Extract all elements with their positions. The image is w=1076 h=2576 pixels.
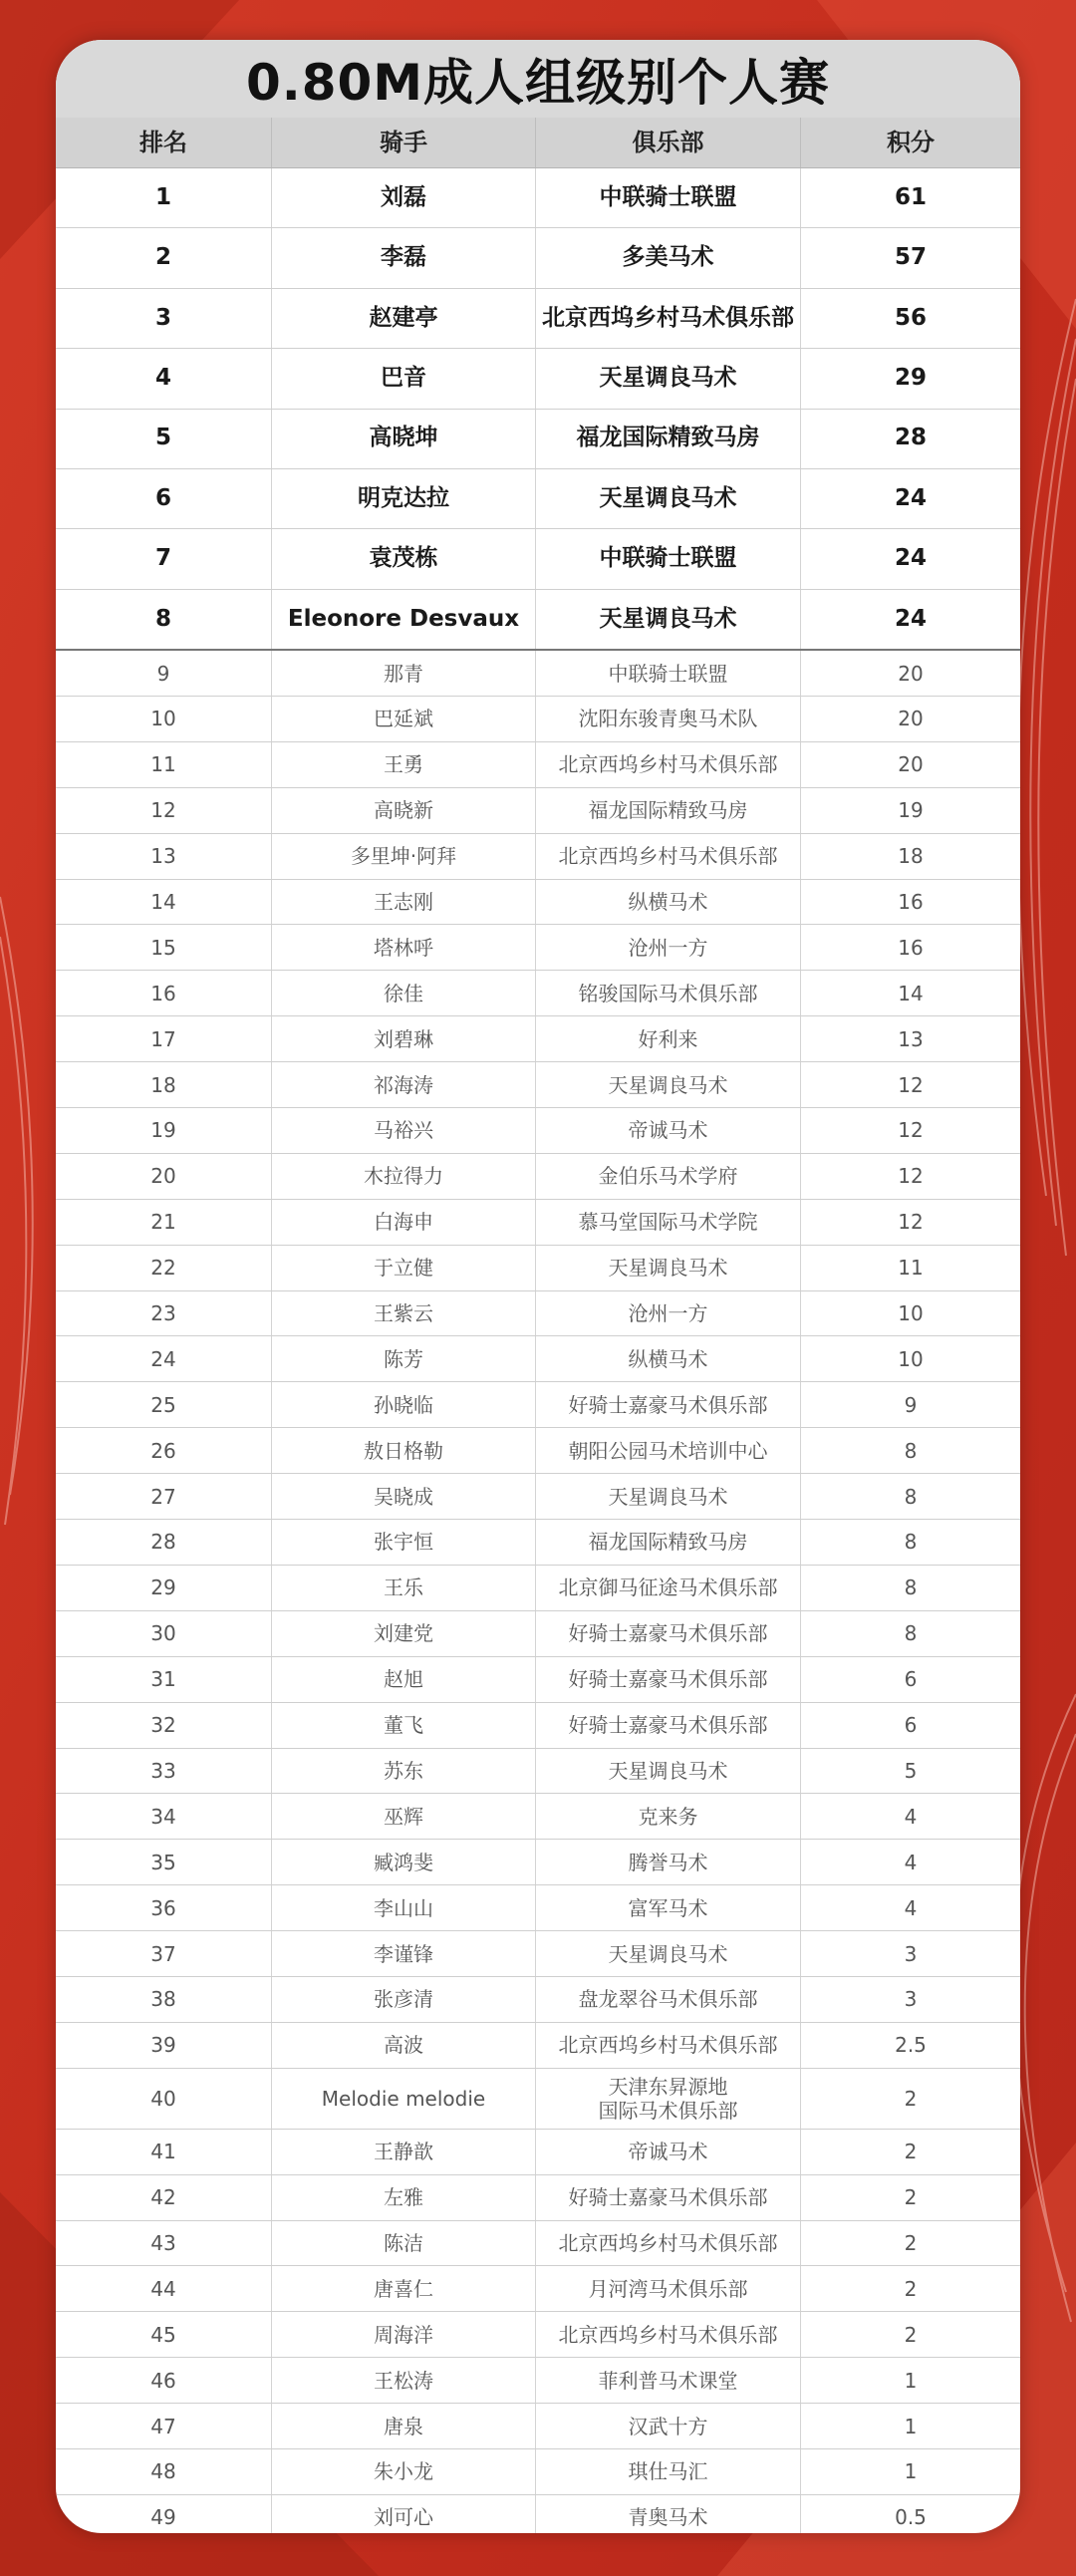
rider-cell: 朱小龙	[272, 2449, 536, 2494]
table-row	[56, 529, 1020, 589]
score-cell: 9	[904, 1392, 918, 1417]
rider-cell: 敖日格勒	[272, 1428, 536, 1473]
table-row	[56, 469, 1020, 529]
club-cell: 天星调良马术	[536, 1246, 801, 1290]
rider-cell: 李山山	[272, 1885, 536, 1930]
rider-cell: 高晓坤	[272, 410, 536, 468]
score-cell: 11	[898, 1256, 924, 1281]
table-row	[56, 1474, 1020, 1520]
rank-cell: 39	[56, 2023, 272, 2068]
table-row	[56, 228, 1020, 288]
score-cell: 56	[894, 304, 927, 331]
table-row	[56, 1154, 1020, 1200]
score-cell: 57	[894, 244, 927, 271]
table-row	[56, 1657, 1020, 1703]
score-cell: 8	[904, 1438, 918, 1463]
rider-cell: 唐喜仁	[272, 2266, 536, 2311]
club-cell: 青奥马术	[536, 2495, 801, 2533]
score-cell: 4	[904, 1895, 918, 1920]
score-cell: 24	[894, 605, 927, 632]
rider-cell: 张彦清	[272, 1977, 536, 2022]
table-row	[56, 880, 1020, 926]
rank-cell: 40	[56, 2069, 272, 2129]
club-cell: 纵横马术	[536, 880, 801, 925]
rank-cell: 25	[56, 1382, 272, 1427]
rider-cell: 王静歆	[272, 2130, 536, 2174]
score-cell: 4	[904, 1804, 918, 1829]
rank-cell: 12	[56, 788, 272, 833]
rider-cell: 王勇	[272, 742, 536, 787]
club-cell: 帝诚马术	[536, 1108, 801, 1153]
score-cell: 20	[898, 661, 924, 686]
score-cell: 6	[904, 1667, 918, 1692]
rider-cell: 明克达拉	[272, 469, 536, 528]
table-row	[56, 1016, 1020, 1062]
table-row	[56, 1840, 1020, 1885]
club-cell: 沧州一方	[536, 925, 801, 970]
header-rank: 排名	[56, 118, 272, 167]
score-cell: 2	[904, 2140, 918, 2164]
rank-cell: 11	[56, 742, 272, 787]
header-rider: 骑手	[272, 118, 536, 167]
score-cell: 1	[904, 2368, 918, 2393]
rider-cell: 周海洋	[272, 2312, 536, 2357]
rider-cell: 巴延斌	[272, 697, 536, 741]
rank-cell: 44	[56, 2266, 272, 2311]
rank-cell: 42	[56, 2175, 272, 2220]
club-cell: 福龙国际精致马房	[536, 1520, 801, 1565]
rank-cell: 7	[56, 529, 272, 588]
club-cell: 北京西坞乡村马术俱乐部	[536, 2221, 801, 2266]
club-cell: 天星调良马术	[536, 1062, 801, 1107]
club-cell: 盘龙翠谷马术俱乐部	[536, 1977, 801, 2022]
rank-cell: 9	[56, 651, 272, 696]
table-row	[56, 1794, 1020, 1840]
club-cell: 沧州一方	[536, 1291, 801, 1336]
header-score: 积分	[887, 128, 935, 156]
rank-cell: 43	[56, 2221, 272, 2266]
rider-cell: 孙晓临	[272, 1382, 536, 1427]
rank-cell: 21	[56, 1200, 272, 1245]
score-cell: 29	[894, 365, 927, 392]
rank-cell: 2	[56, 228, 272, 287]
table-row	[56, 651, 1020, 697]
rider-cell: 刘碧琳	[272, 1016, 536, 1061]
club-cell: 福龙国际精致马房	[536, 410, 801, 468]
score-cell: 18	[898, 844, 924, 869]
rider-cell: 王松涛	[272, 2358, 536, 2403]
table-row	[56, 1062, 1020, 1108]
rank-cell: 8	[56, 590, 272, 649]
score-cell: 4	[904, 1850, 918, 1874]
rider-cell: Melodie melodie	[272, 2069, 536, 2129]
score-cell: 2	[904, 2276, 918, 2301]
score-cell: 19	[898, 798, 924, 823]
rank-cell: 13	[56, 834, 272, 879]
club-cell: 克来务	[536, 1794, 801, 1839]
score-cell: 8	[904, 1621, 918, 1646]
score-cell: 2	[904, 2230, 918, 2255]
rider-cell: 祁海涛	[272, 1062, 536, 1107]
score-cell: 12	[898, 1210, 924, 1235]
rider-cell: 王紫云	[272, 1291, 536, 1336]
table-row	[56, 1428, 1020, 1474]
table-row	[56, 1246, 1020, 1291]
table-row	[56, 168, 1020, 228]
rider-cell: 刘可心	[272, 2495, 536, 2533]
rider-cell: 张宇恒	[272, 1520, 536, 1565]
rider-cell: 赵旭	[272, 1657, 536, 1702]
rank-cell: 3	[56, 289, 272, 348]
rank-cell: 41	[56, 2130, 272, 2174]
club-cell: 好骑士嘉豪马术俱乐部	[536, 2175, 801, 2220]
score-cell: 1	[904, 2414, 918, 2438]
table-row	[56, 697, 1020, 742]
club-cell: 北京西坞乡村马术俱乐部	[536, 289, 801, 348]
club-cell: 北京西坞乡村马术俱乐部	[536, 834, 801, 879]
club-cell: 慕马堂国际马术学院	[536, 1200, 801, 1245]
rank-cell: 46	[56, 2358, 272, 2403]
table-row	[56, 2266, 1020, 2312]
rider-cell: 巫辉	[272, 1794, 536, 1839]
rank-cell: 31	[56, 1657, 272, 1702]
table-row	[56, 1291, 1020, 1337]
club-cell: 金伯乐马术学府	[536, 1154, 801, 1199]
club-cell: 好骑士嘉豪马术俱乐部	[536, 1611, 801, 1656]
rank-cell: 15	[56, 925, 272, 970]
table-row	[56, 1200, 1020, 1246]
rider-cell: 多里坤·阿拜	[272, 834, 536, 879]
rank-cell: 33	[56, 1749, 272, 1794]
club-cell: 好骑士嘉豪马术俱乐部	[536, 1657, 801, 1702]
rider-cell: 陈洁	[272, 2221, 536, 2266]
table-row	[56, 1336, 1020, 1382]
table-row	[56, 788, 1020, 834]
club-cell: 琪仕马汇	[536, 2449, 801, 2494]
rank-cell: 36	[56, 1885, 272, 1930]
score-cell: 61	[894, 183, 927, 210]
rank-cell: 49	[56, 2495, 272, 2533]
rider-cell: 陈芳	[272, 1336, 536, 1381]
table-row	[56, 2312, 1020, 2358]
rider-cell: 左雅	[272, 2175, 536, 2220]
club-cell: 富军马术	[536, 1885, 801, 1930]
club-cell: 好骑士嘉豪马术俱乐部	[536, 1382, 801, 1427]
rider-cell: 袁茂栋	[272, 529, 536, 588]
table-row	[56, 1749, 1020, 1795]
rank-cell: 32	[56, 1703, 272, 1748]
table-row	[56, 590, 1020, 651]
rank-cell: 20	[56, 1154, 272, 1199]
table-row	[56, 2069, 1020, 2130]
score-cell: 2.5	[895, 2033, 927, 2058]
rider-cell: 那青	[272, 651, 536, 696]
club-cell: 天星调良马术	[536, 469, 801, 528]
club-cell: 天星调良马术	[536, 590, 801, 649]
score-cell: 16	[898, 890, 924, 915]
rider-cell: 于立健	[272, 1246, 536, 1290]
score-cell: 12	[898, 1072, 924, 1097]
table-row	[56, 2495, 1020, 2533]
club-cell: 朝阳公园马术培训中心	[536, 1428, 801, 1473]
score-cell: 6	[904, 1713, 918, 1738]
club-cell: 菲利普马术课堂	[536, 2358, 801, 2403]
score-cell: 3	[904, 1941, 918, 1966]
club-cell: 北京西坞乡村马术俱乐部	[536, 742, 801, 787]
score-cell: 13	[898, 1026, 924, 1051]
rider-cell: 巴音	[272, 349, 536, 408]
table-header	[56, 118, 1020, 168]
club-cell: 帝诚马术	[536, 2130, 801, 2174]
club-cell: 中联骑士联盟	[536, 651, 801, 696]
club-cell: 月河湾马术俱乐部	[536, 2266, 801, 2311]
rank-cell: 37	[56, 1931, 272, 1976]
rank-cell: 6	[56, 469, 272, 528]
score-cell: 2	[904, 2086, 918, 2111]
club-cell: 天星调良马术	[536, 1749, 801, 1794]
rider-cell: 李谨锋	[272, 1931, 536, 1976]
score-cell: 8	[904, 1530, 918, 1555]
club-cell: 铭骏国际马术俱乐部	[536, 971, 801, 1015]
table-row	[56, 2358, 1020, 2404]
score-cell: 10	[898, 1346, 924, 1371]
score-cell: 1	[904, 2459, 918, 2484]
rank-cell: 30	[56, 1611, 272, 1656]
score-cell: 14	[898, 981, 924, 1005]
table-row	[56, 1977, 1020, 2023]
score-cell: 2	[904, 2185, 918, 2210]
club-cell: 中联骑士联盟	[536, 168, 801, 227]
table-row	[56, 834, 1020, 880]
table-row	[56, 2449, 1020, 2495]
rank-cell: 4	[56, 349, 272, 408]
score-cell: 24	[894, 545, 927, 572]
rider-cell: 臧鸿斐	[272, 1840, 536, 1884]
score-cell: 12	[898, 1118, 924, 1143]
rider-cell: 董飞	[272, 1703, 536, 1748]
rank-cell: 38	[56, 1977, 272, 2022]
table-row	[56, 2221, 1020, 2267]
table-row	[56, 2023, 1020, 2069]
score-cell: 20	[898, 707, 924, 731]
rider-cell: 木拉得力	[272, 1154, 536, 1199]
table-row	[56, 1931, 1020, 1977]
rider-cell: 刘磊	[272, 168, 536, 227]
table-row	[56, 1566, 1020, 1611]
club-cell: 腾誉马术	[536, 1840, 801, 1884]
table-row	[56, 742, 1020, 788]
club-cell: 多美马术	[536, 228, 801, 287]
score-cell: 24	[894, 484, 927, 511]
table-row	[56, 925, 1020, 971]
club-cell: 好利来	[536, 1016, 801, 1061]
score-cell: 10	[898, 1301, 924, 1326]
rank-cell: 17	[56, 1016, 272, 1061]
rank-cell: 10	[56, 697, 272, 741]
header-club: 俱乐部	[536, 118, 801, 167]
club-cell: 北京西坞乡村马术俱乐部	[536, 2312, 801, 2357]
table-row	[56, 1703, 1020, 1749]
club-cell: 北京御马征途马术俱乐部	[536, 1566, 801, 1610]
rank-cell: 5	[56, 410, 272, 468]
score-cell: 2	[904, 2322, 918, 2347]
score-cell: 3	[904, 1987, 918, 2012]
score-cell: 0.5	[895, 2505, 927, 2530]
rank-cell: 23	[56, 1291, 272, 1336]
rank-cell: 14	[56, 880, 272, 925]
table-row	[56, 289, 1020, 349]
table-row	[56, 2130, 1020, 2175]
rank-cell: 29	[56, 1566, 272, 1610]
club-cell: 福龙国际精致马房	[536, 788, 801, 833]
rider-cell: 唐泉	[272, 2404, 536, 2448]
rank-cell: 19	[56, 1108, 272, 1153]
club-cell: 沈阳东骏青奥马术队	[536, 697, 801, 741]
club-cell: 中联骑士联盟	[536, 529, 801, 588]
rider-cell: 徐佳	[272, 971, 536, 1015]
table-row	[56, 410, 1020, 469]
ranking-card	[56, 40, 1020, 2533]
table-row	[56, 349, 1020, 409]
rank-cell: 45	[56, 2312, 272, 2357]
score-cell: 28	[894, 425, 927, 451]
score-cell: 16	[898, 935, 924, 960]
rider-cell: 马裕兴	[272, 1108, 536, 1153]
rider-cell: 高晓新	[272, 788, 536, 833]
rider-cell: Eleonore Desvaux	[272, 590, 536, 649]
rank-cell: 34	[56, 1794, 272, 1839]
rank-cell: 35	[56, 1840, 272, 1884]
rider-cell: 王志刚	[272, 880, 536, 925]
rider-cell: 苏东	[272, 1749, 536, 1794]
club-cell: 好骑士嘉豪马术俱乐部	[536, 1703, 801, 1748]
rank-cell: 16	[56, 971, 272, 1015]
club-cell: 天津东昇源地 国际马术俱乐部	[536, 2069, 801, 2129]
club-cell: 北京西坞乡村马术俱乐部	[536, 2023, 801, 2068]
ranking-body	[56, 651, 1020, 2533]
rank-cell: 1	[56, 168, 272, 227]
table-row	[56, 971, 1020, 1016]
table-row	[56, 1520, 1020, 1566]
table-row	[56, 2175, 1020, 2221]
table-row	[56, 1382, 1020, 1428]
club-cell: 天星调良马术	[536, 349, 801, 408]
rider-cell: 高波	[272, 2023, 536, 2068]
rider-cell: 白海申	[272, 1200, 536, 1245]
rider-cell: 塔林呼	[272, 925, 536, 970]
score-cell: 12	[898, 1164, 924, 1189]
top-ranking-body	[56, 168, 1020, 651]
rank-cell: 22	[56, 1246, 272, 1290]
table-row	[56, 1611, 1020, 1657]
club-cell: 汉武十方	[536, 2404, 801, 2448]
rider-cell: 刘建党	[272, 1611, 536, 1656]
table-row	[56, 2404, 1020, 2449]
club-cell: 纵横马术	[536, 1336, 801, 1381]
score-cell: 5	[904, 1758, 918, 1783]
rider-cell: 李磊	[272, 228, 536, 287]
rank-cell: 48	[56, 2449, 272, 2494]
rider-cell: 王乐	[272, 1566, 536, 1610]
rank-cell: 28	[56, 1520, 272, 1565]
rank-cell: 27	[56, 1474, 272, 1519]
club-cell: 天星调良马术	[536, 1931, 801, 1976]
rank-cell: 18	[56, 1062, 272, 1107]
rider-cell: 赵建亭	[272, 289, 536, 348]
rank-cell: 26	[56, 1428, 272, 1473]
score-cell: 20	[898, 752, 924, 777]
table-row	[56, 1885, 1020, 1931]
rank-cell: 47	[56, 2404, 272, 2448]
rank-cell: 24	[56, 1336, 272, 1381]
table-row	[56, 1108, 1020, 1154]
club-cell: 天星调良马术	[536, 1474, 801, 1519]
score-cell: 8	[904, 1575, 918, 1600]
score-cell: 8	[904, 1484, 918, 1509]
rider-cell: 吴晓成	[272, 1474, 536, 1519]
page-title: 0.80M成人组级别个人赛	[56, 40, 1020, 118]
